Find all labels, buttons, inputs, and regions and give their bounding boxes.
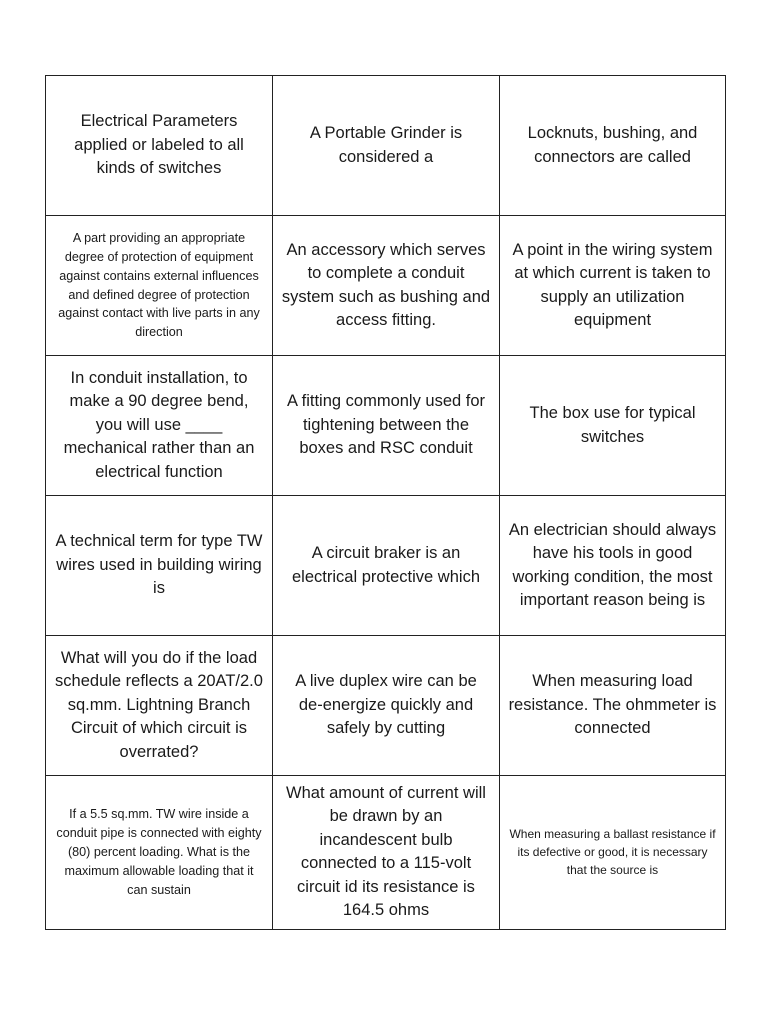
flashcard-grid (45, 75, 726, 930)
card-cell: A Portable Grinder is considered a (273, 76, 500, 216)
card-cell: When measuring load resistance. The ohmmeter is connected (500, 636, 726, 776)
card-cell: A fitting commonly used for tightening between the boxes and RSC conduit (273, 356, 500, 496)
card-cell: The box use for typical switches (500, 356, 726, 496)
card-cell: What amount of current will be drawn by an incandescent bulb connected to a 115-volt circuit id its resistance is 164.5 ohms (273, 776, 500, 930)
card-cell: Electrical Parameters applied or labeled to all kinds of switches (46, 76, 273, 216)
card-row-6 (46, 776, 726, 930)
card-row-3 (46, 356, 726, 496)
card-row-2 (46, 216, 726, 356)
card-cell: A part providing an appropriate degree of protection of equipment against contains external influences and defined degree of protection against contact with live parts in any direction (46, 216, 273, 356)
card-cell: If a 5.5 sq.mm. TW wire inside a conduit pipe is connected with eighty (80) percent loading. What is the maximum allowable loading that it can sustain (46, 776, 273, 930)
card-cell: A technical term for type TW wires used in building wiring is (46, 496, 273, 636)
card-cell: When measuring a ballast resistance if its defective or good, it is necessary that the source is (500, 776, 726, 930)
card-cell: A live duplex wire can be de-energize quickly and safely by cutting (273, 636, 500, 776)
card-row-1 (46, 76, 726, 216)
card-cell: A point in the wiring system at which current is taken to supply an utilization equipment (500, 216, 726, 356)
card-row-5 (46, 636, 726, 776)
card-cell: Locknuts, bushing, and connectors are called (500, 76, 726, 216)
card-cell: A circuit braker is an electrical protective which (273, 496, 500, 636)
card-cell: An accessory which serves to complete a conduit system such as bushing and access fitting. (273, 216, 500, 356)
card-cell: An electrician should always have his tools in good working condition, the most important reason being is (500, 496, 726, 636)
card-cell: What will you do if the load schedule reflects a 20AT/2.0 sq.mm. Lightning Branch Circuit of which circuit is overrated? (46, 636, 273, 776)
card-cell: In conduit installation, to make a 90 degree bend, you will use ____ mechanical rather than an electrical function (46, 356, 273, 496)
card-row-4 (46, 496, 726, 636)
